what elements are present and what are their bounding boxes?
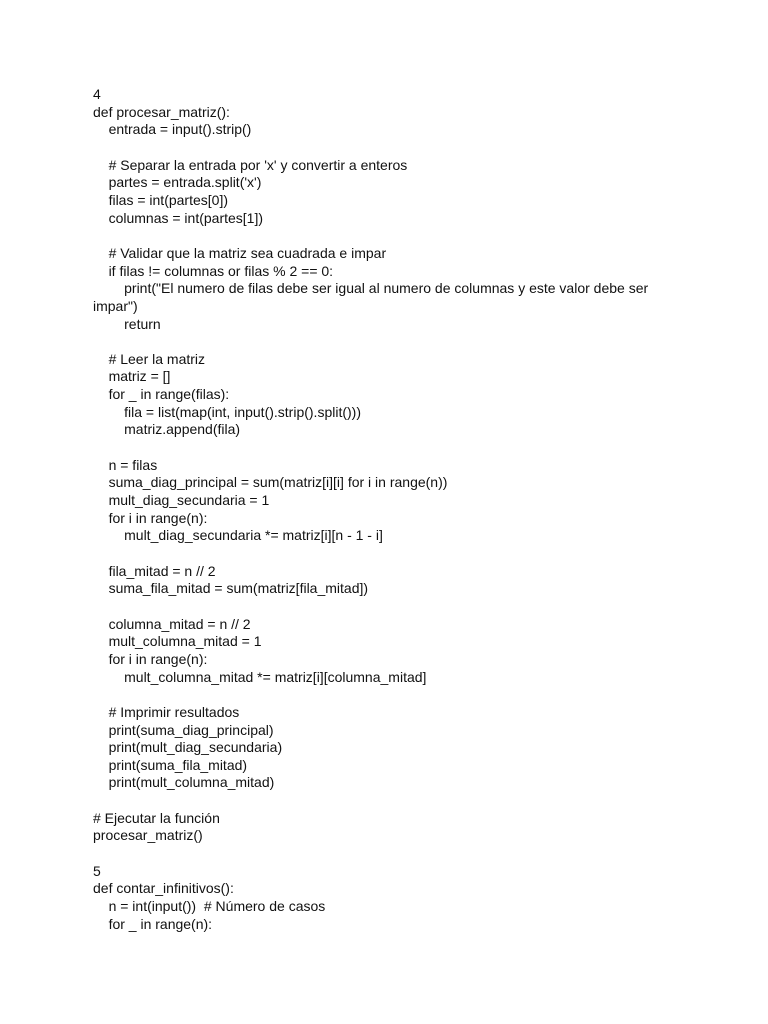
code-line: return [93,315,161,332]
code-line: for i in range(n): [93,509,208,526]
blank-line [93,598,663,616]
code-line: for _ in range(filas): [93,386,230,403]
code-line: suma_diag_principal = sum(matriz[i][i] for i in range(n)) [93,474,448,491]
blank-line [93,333,663,351]
code-line: columna_mitad = n // 2 [93,615,251,632]
code-line: for _ in range(n): [93,915,213,932]
code-line: matriz = [] [93,368,171,385]
function-def-procesar-matriz: def procesar_matriz(): [93,103,230,120]
code-line: mult_diag_secundaria = 1 [93,492,270,509]
code-line: print(suma_diag_principal) [93,721,274,738]
code-line: print(mult_diag_secundaria) [93,739,283,756]
section-number-4: 4 [93,86,101,102]
section-number-5: 5 [93,862,101,879]
code-line: for i in range(n): [93,650,208,667]
code-line: mult_columna_mitad = 1 [93,633,262,650]
code-line: print(suma_fila_mitad) [93,756,248,773]
blank-line [93,227,663,245]
function-call: procesar_matriz() [93,827,203,844]
blank-line [93,792,663,810]
code-line: entrada = input().strip() [93,121,252,138]
code-line: filas = int(partes[0]) [93,191,228,208]
code-comment: # Separar la entrada por 'x' y convertir a enteros [93,156,408,173]
code-comment: # Imprimir resultados [93,703,240,720]
code-line: partes = entrada.split('x') [93,174,262,191]
code-line: mult_columna_mitad *= matriz[i][columna_mitad] [93,668,427,685]
code-line: if filas != columnas or filas % 2 == 0: [93,262,334,279]
code-line: print(mult_columna_mitad) [93,774,275,791]
code-line: columnas = int(partes[1]) [93,209,264,226]
code-comment: # Leer la matriz [93,350,206,367]
code-line: fila = list(map(int, input().strip().split())) [93,403,361,420]
blank-line [93,439,663,457]
blank-line [93,139,663,157]
code-listing [93,86,663,933]
function-def-contar-infinitivos: def contar_infinitivos(): [93,880,234,897]
code-line: fila_mitad = n // 2 [93,562,216,579]
blank-line [93,845,663,863]
code-comment: # Validar que la matriz sea cuadrada e impar [93,244,387,261]
code-line: matriz.append(fila) [93,421,241,438]
code-line: n = filas [93,456,158,473]
code-line: n = int(input()) # Número de casos [93,898,326,915]
blank-line [93,686,663,704]
blank-line [93,545,663,563]
code-comment: # Ejecutar la función [93,809,220,826]
code-line: mult_diag_secundaria *= matriz[i][n - 1 - i] [93,527,383,544]
code-line-print-error: print("El numero de filas debe ser igual al numero de columnas y este valor debe ser impar") [93,280,653,314]
code-line: suma_fila_mitad = sum(matriz[fila_mitad]) [93,580,369,597]
